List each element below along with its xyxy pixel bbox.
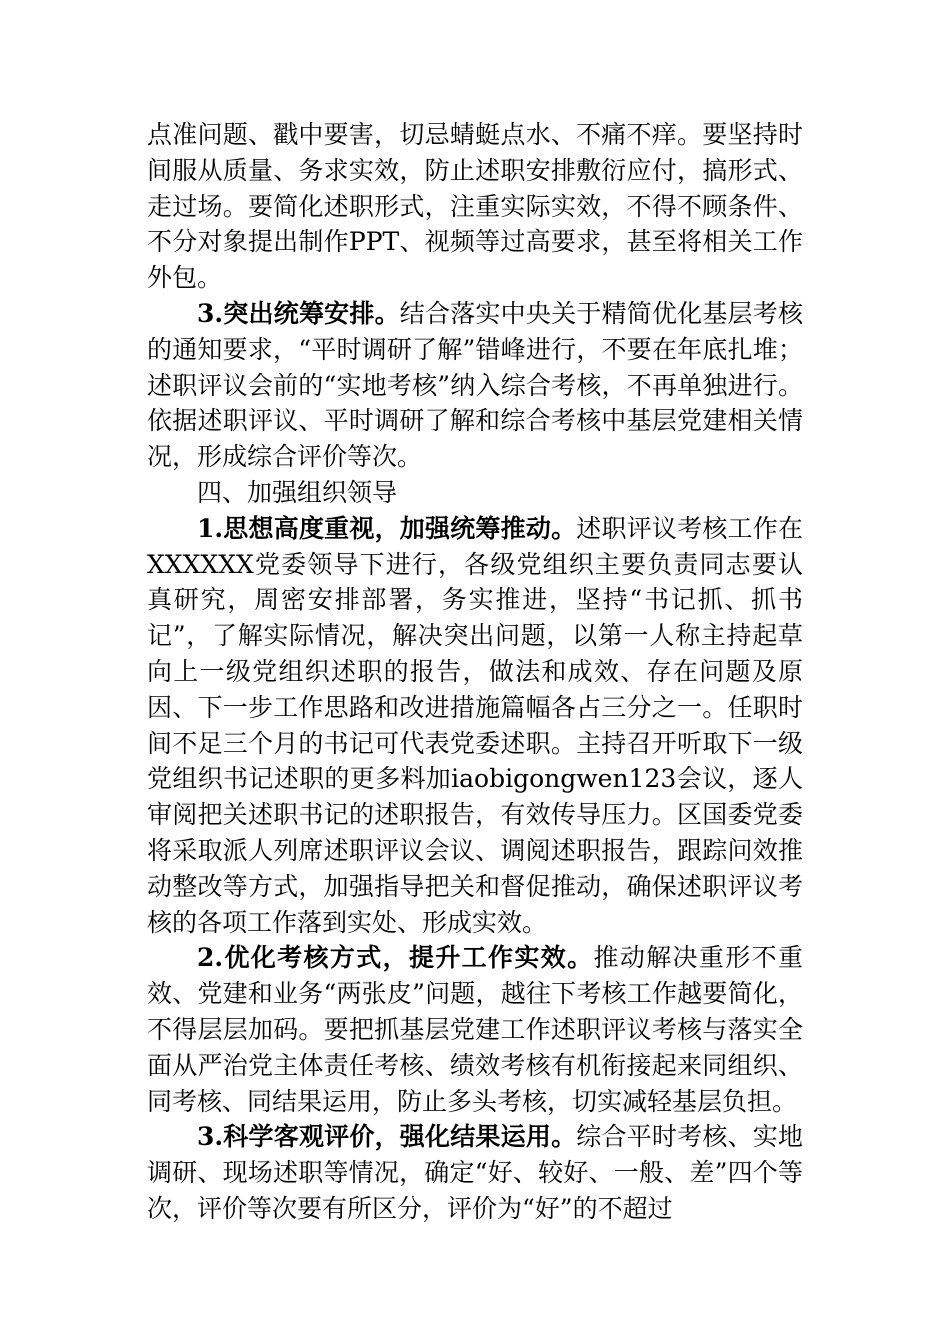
paragraph-lead: 2.优化考核方式，提升工作实效。 <box>197 943 594 973</box>
paragraph-lead: 3.科学客观评价，强化结果运用。 <box>197 1122 577 1152</box>
paragraph-text: 综合平时考核、实地调研、现场述职等情况，确定“好、较好、一般、差”四个等次，评价等次要有所区分，评价为“好”的不超过 <box>147 1122 803 1223</box>
paragraph-text: 述职评议考核工作在XXXXXX党委领导下进行，各级党组织主要负责同志要认真研究，周密安排部署，务实推进，坚持“书记抓、抓书记”，了解实际情况，解决突出问题，以第一人称主持起草向上一级党组织述职的报告，做法和成效、存在问题及原因、下一步工作思路和改进措施篇幅各占三分之一。任职时间不足三个月的书记可代表党委述职。主持召开听取下一级党组织书记述职的更多料加iaobigongwen123会议，逐人审阅把关述职书记的述职报告，有效传导压力。区国委党委将采取派人列席述职评议会议、调阅述职报告，跟踪问效推动整改等方式，加强指导把关和督促推动，确保述职评议考核的各项工作落到实处、形成实效。 <box>147 513 803 937</box>
paragraph-lead: 3.突出统筹安排。 <box>197 298 400 328</box>
section-heading-text: 四、加强组织领导 <box>197 477 398 507</box>
paragraph-lead: 1.思想高度重视，加强统筹推动。 <box>197 513 577 543</box>
paragraph-objective-evaluation <box>147 1119 803 1226</box>
paragraph-overall-planning <box>147 296 803 475</box>
section-heading <box>147 475 803 511</box>
paragraph-continuation <box>147 117 803 296</box>
paragraph-text: 点准问题、戳中要害，切忌蜻蜓点水、不痛不痒。要坚持时间服从质量、务求实效，防止述职安排敷衍应付，搞形式、走过场。要简化述职形式，注重实际实效，不得不顾条件、不分对象提出制作PPT、视频等过高要求，甚至将相关工作外包。 <box>147 120 803 293</box>
document-page <box>147 117 803 1227</box>
paragraph-optimize-assessment <box>147 940 803 1119</box>
paragraph-text: 结合落实中央关于精简优化基层考核的通知要求，“平时调研了解”错峰进行，不要在年底扎堆；述职评议会前的“实地考核”纳入综合考核，不再单独进行。依据述职评议、平时调研了解和综合考核中基层党建相关情况，形成综合评价等次。 <box>147 298 803 472</box>
paragraph-text: 推动解决重形不重效、党建和业务“两张皮”问题，越往下考核工作越要简化，不得层层加码。要把抓基层党建工作述职评议考核与落实全面从严治党主体责任考核、绩效考核有机衔接起来同组织、同考核、同结果运用，防止多头考核，切实减轻基层负担。 <box>147 943 803 1116</box>
paragraph-high-attention <box>147 511 803 941</box>
